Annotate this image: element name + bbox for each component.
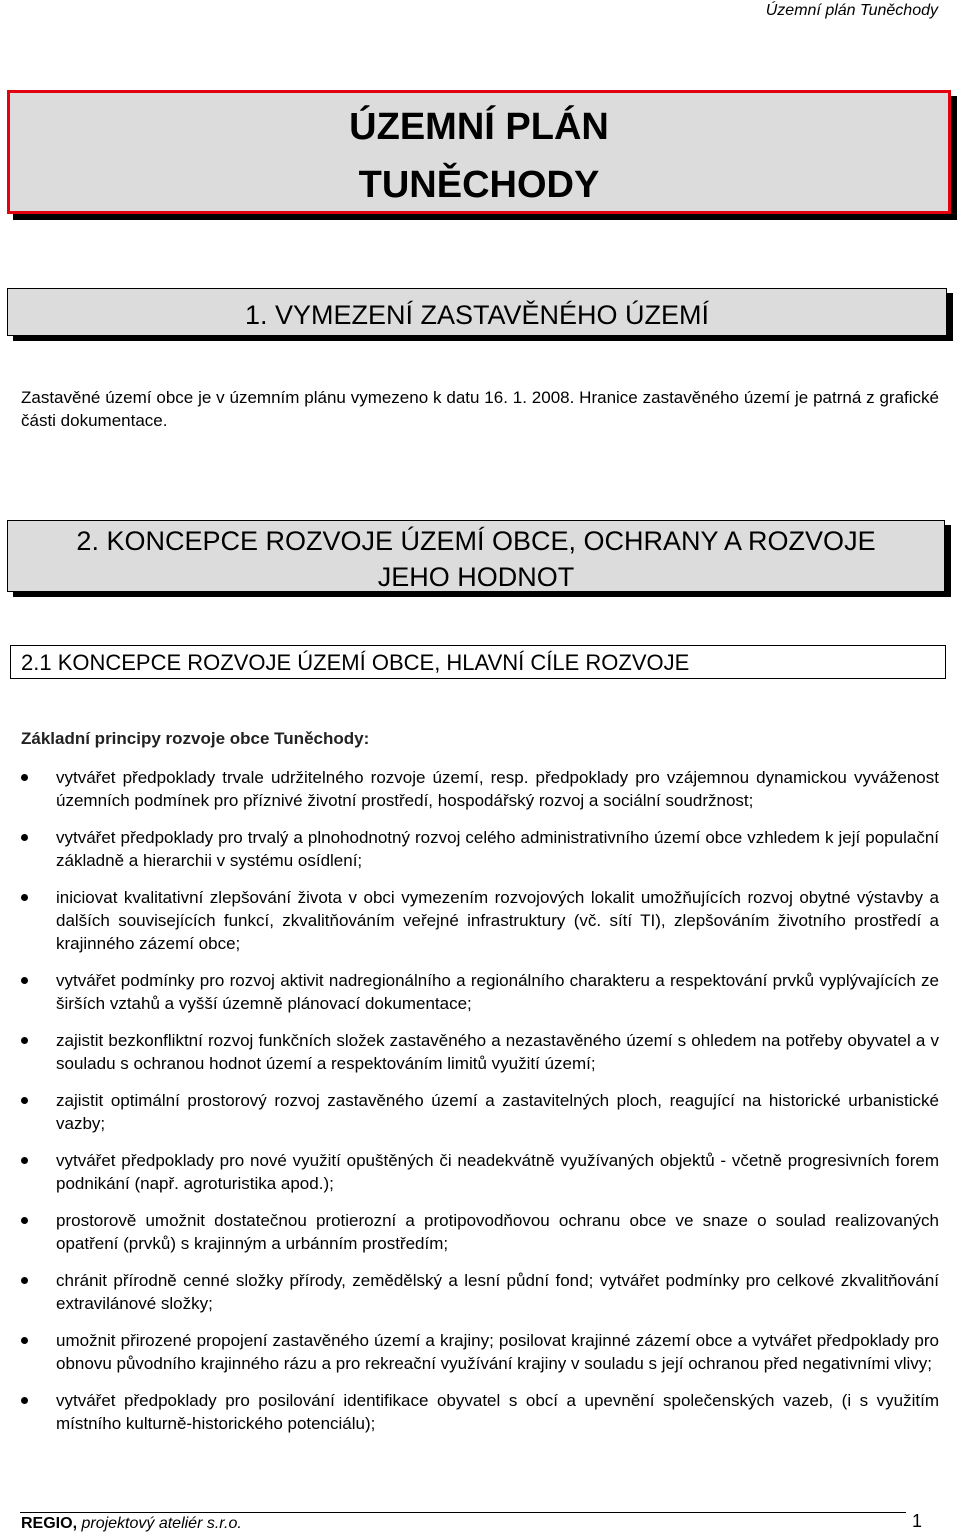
bullet-icon — [21, 1337, 28, 1344]
document-title-line-1: ÚZEMNÍ PLÁN — [349, 106, 609, 148]
principles-list — [21, 766, 939, 1449]
bullet-icon — [21, 1217, 28, 1224]
page-number: 1 — [911, 1511, 922, 1531]
section-2-heading — [7, 520, 945, 592]
running-header: Územní plán Tuněchody — [765, 2, 938, 19]
bullet-icon — [21, 1277, 28, 1284]
bullet-icon — [21, 834, 28, 841]
bullet-icon — [21, 1157, 28, 1164]
footer-company-name: REGIO, — [21, 1515, 78, 1532]
section-2-1-heading: 2.1 KONCEPCE ROZVOJE ÚZEMÍ OBCE, HLAVNÍ CÍLE ROZVOJE — [10, 645, 946, 679]
bullet-icon — [21, 1397, 28, 1404]
list-item: zajistit bezkonfliktní rozvoj funkčních složek zastavěného a nezastavěného území s ohledem na potřeby obyvatel a v souladu s ochranou hodnot území a respektováním limitů využití území; — [21, 1029, 939, 1075]
list-item: umožnit přirozené propojení zastavěného území a krajiny; posilovat krajinné zázemí obce a vytvářet předpoklady pro obnovu původního krajinného rázu a pro rekreační využívání krajiny v souladu s její ochranou před negativními vlivy; — [21, 1329, 939, 1375]
footer-divider — [20, 1512, 906, 1513]
bullet-icon — [21, 977, 28, 984]
document-title-line-2: TUNĚCHODY — [358, 164, 600, 206]
list-item: chránit přírodně cenné složky přírody, zemědělský a lesní půdní fond; vytvářet podmínky pro celkové zkvalitňování extravilánové složky; — [21, 1269, 939, 1315]
bullet-icon — [21, 894, 28, 901]
list-item: prostorově umožnit dostatečnou protierozní a protipovodňovou ochranu obce ve snaze o soulad realizovaných opatření (prvků) s krajinným a urbánním prostředím; — [21, 1209, 939, 1255]
bullet-icon — [21, 1097, 28, 1104]
list-item: vytvářet předpoklady trvale udržitelného rozvoje území, resp. předpoklady pro vzájemnou dynamickou vyváženost územních podmínek pro příznivé životní prostředí, hospodářský rozvoj a sociální soudržnost; — [21, 766, 939, 812]
list-item: zajistit optimální prostorový rozvoj zastavěného území a zastavitelných ploch, reagující na historické urbanistické vazby; — [21, 1089, 939, 1135]
footer-company — [21, 1514, 242, 1534]
section-1-heading: 1. VYMEZENÍ ZASTAVĚNÉHO ÚZEMÍ — [7, 288, 947, 336]
footer-company-rest: projektový ateliér s.r.o. — [77, 1515, 242, 1532]
bullet-icon — [21, 1037, 28, 1044]
list-item: iniciovat kvalitativní zlepšování života v obci vymezením rozvojových lokalit umožňujících rozvoj obytné výstavby a dalších souvisejících funkcí, zkvalitňováním veřejné infrastruktury (vč. sítí TI), zlepšováním životního prostředí a krajinného zázemí obce; — [21, 886, 939, 955]
list-item: vytvářet předpoklady pro nové využití opuštěných či neadekvátně využívaných objektů - včetně progresivních forem podnikání (např. agroturistika apod.); — [21, 1149, 939, 1195]
document-title-box — [7, 90, 951, 214]
list-item: vytvářet předpoklady pro trvalý a plnohodnotný rozvoj celého administrativního území obce vzhledem k její populační základně a hierarchii v systému osídlení; — [21, 826, 939, 872]
list-item: vytvářet podmínky pro rozvoj aktivit nadregionálního a regionálního charakteru a respektování prvků vyplývajících ze širších vztahů a vyšší územně plánovací dokumentace; — [21, 969, 939, 1015]
bullet-icon — [21, 774, 28, 781]
section-1-text: Zastavěné území obce je v územním plánu vymezeno k datu 16. 1. 2008. Hranice zastavěného území je patrná z grafické části dokumentace. — [21, 388, 939, 430]
list-item: vytvářet předpoklady pro posilování identifikace obyvatel s obcí a upevnění společenských vazeb, (i s využitím místního kulturně-historického potenciálu); — [21, 1389, 939, 1435]
section-2-heading-line-2: JEHO HODNOT — [377, 562, 575, 592]
section-2-heading-line-1: 2. KONCEPCE ROZVOJE ÚZEMÍ OBCE, OCHRANY A ROZVOJE — [76, 526, 876, 556]
principles-heading: Základní principy rozvoje obce Tuněchody: — [21, 729, 370, 748]
